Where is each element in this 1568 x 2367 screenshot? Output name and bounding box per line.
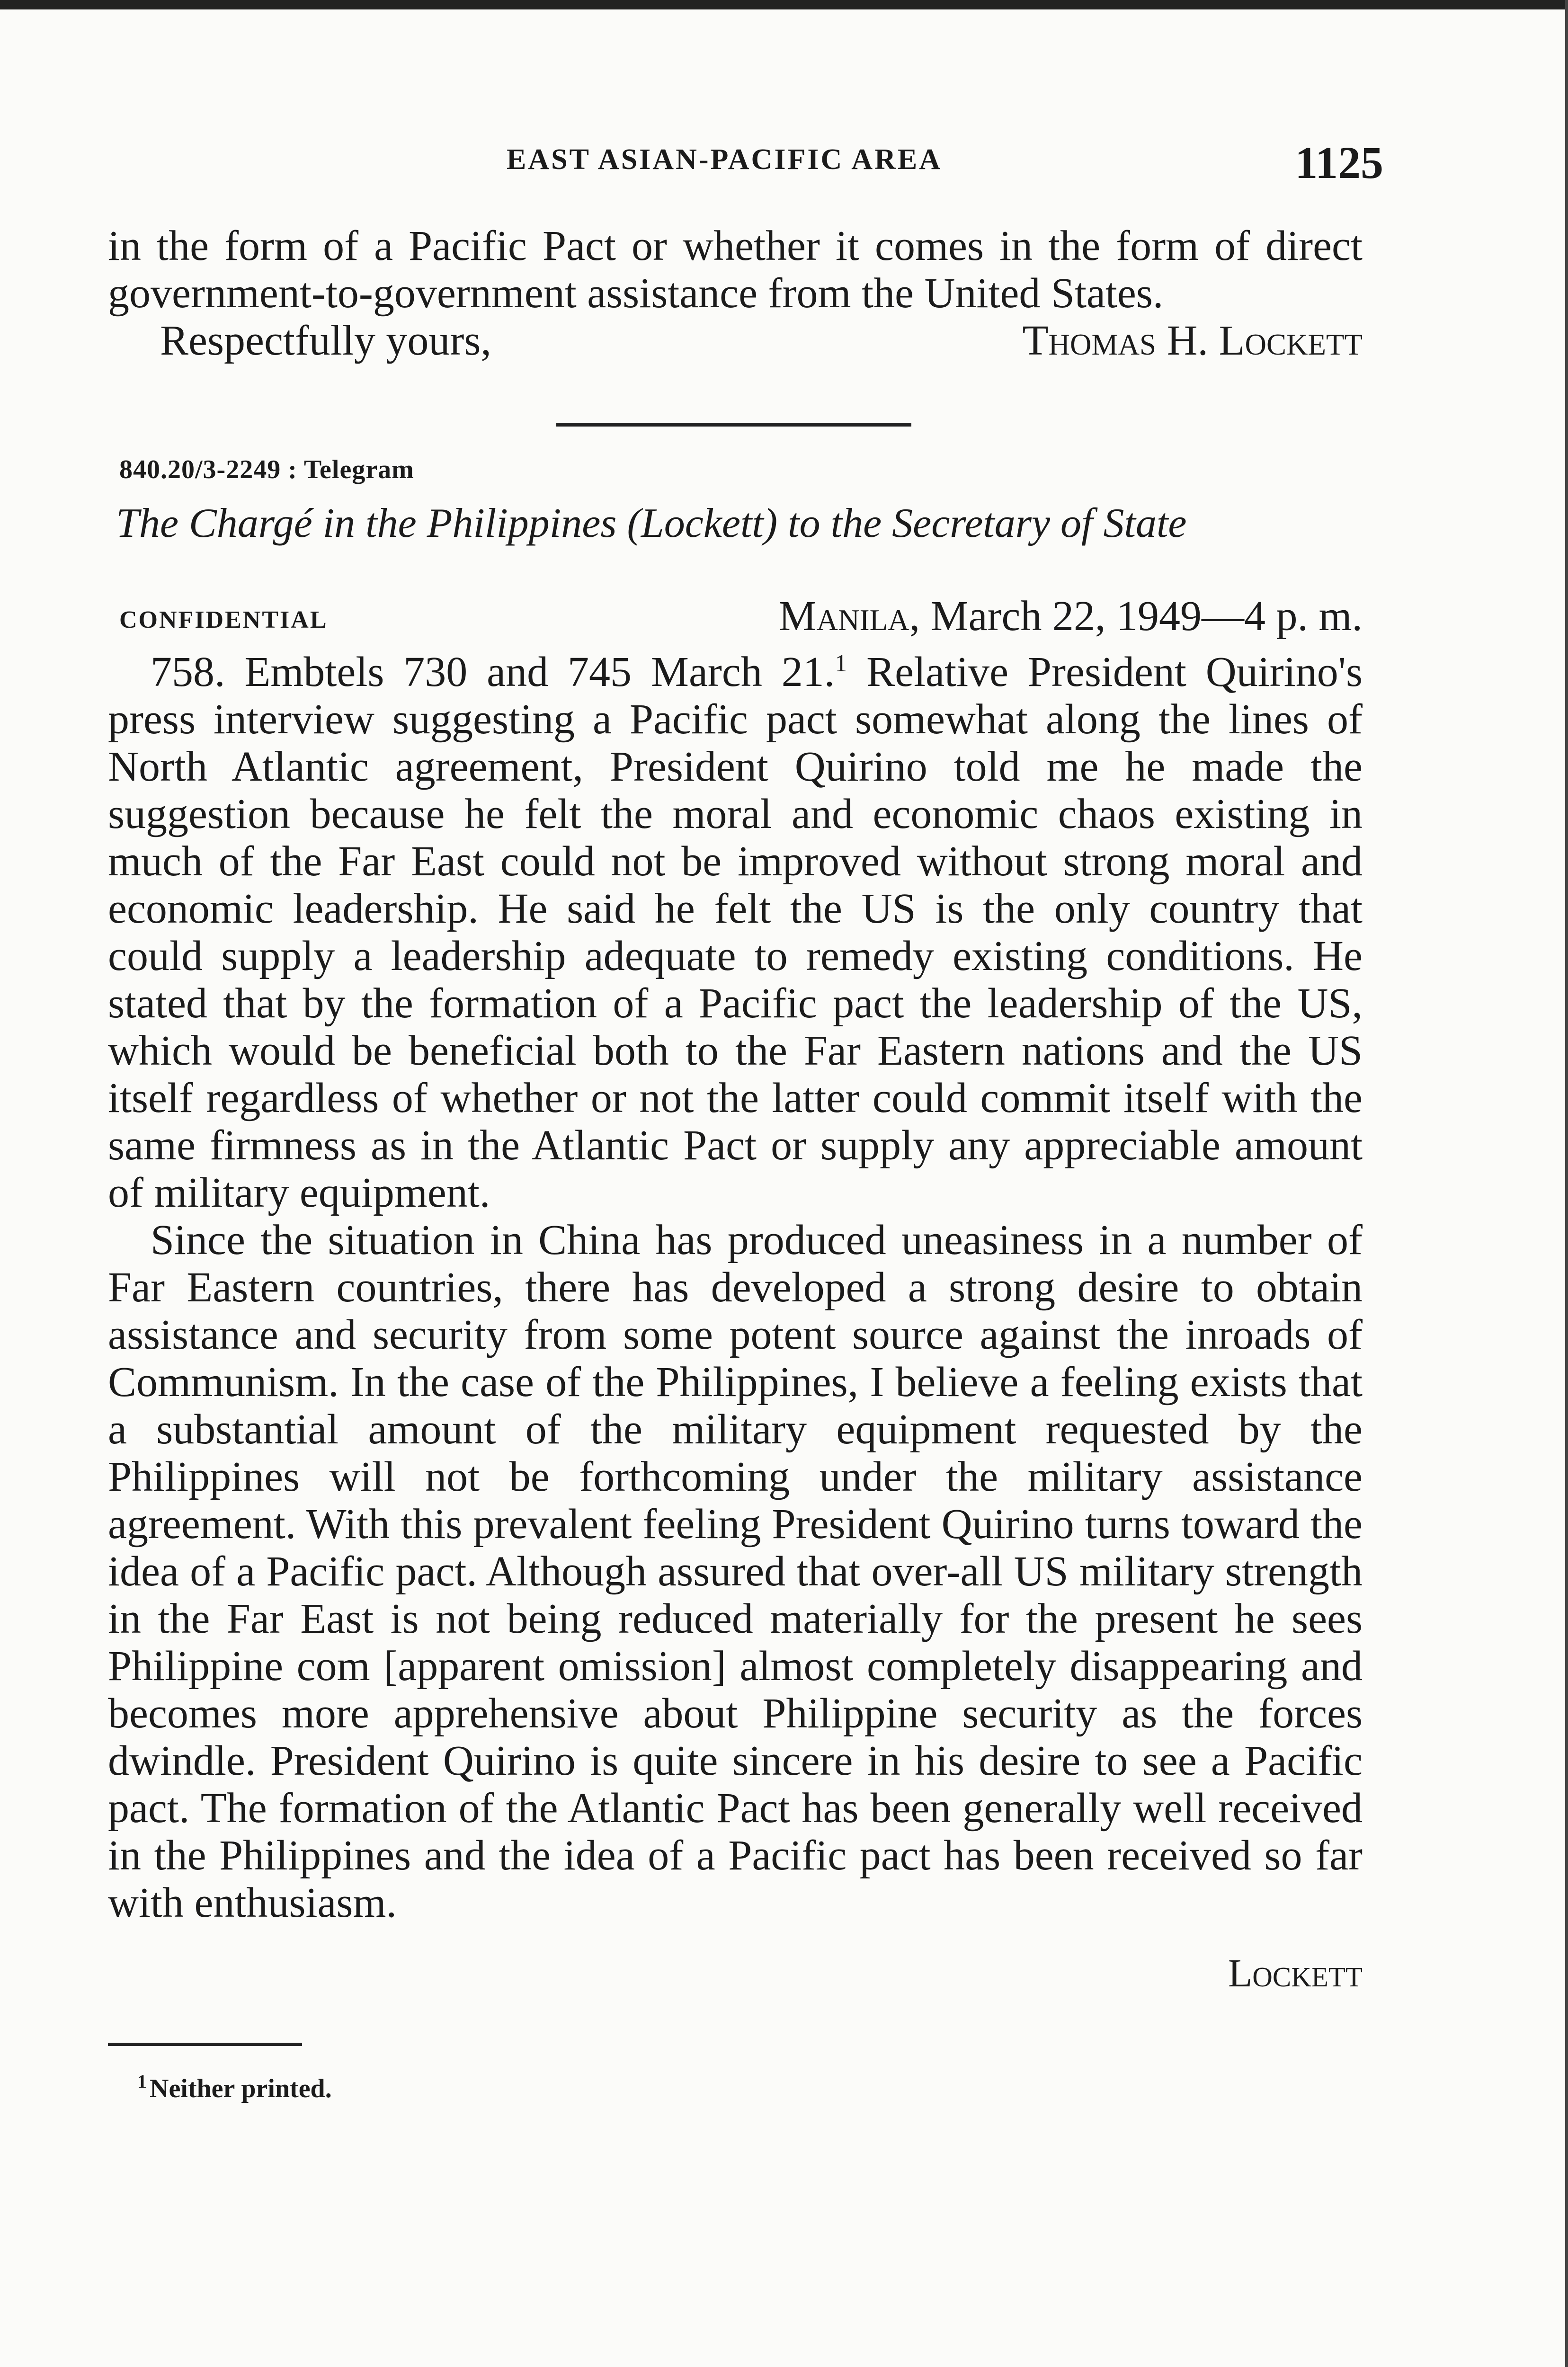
footnote [137, 2073, 332, 2104]
page-right-edge [1565, 0, 1568, 2367]
letter-closing: Respectfully yours, [160, 317, 491, 364]
page-top-edge [0, 0, 1568, 9]
dateline-place: Manila [778, 593, 909, 640]
continuation-paragraph: in the form of a Pacific Pact or whether it comes in the form of direct government-to-government assistance from the United States. [108, 222, 1363, 317]
document-heading: The Chargé in the Philippines (Lockett) to the Secretary of State [116, 500, 1187, 546]
telegram-paragraph-2: Since the situation in China has produced uneasiness in a number of Far Eastern countries, there has developed a strong desire to obtain assistance and security from some potent source against the inroads of Communism. In the case of the Philippines, I believe a feeling exists that a substantial amount of the military equipment requested by the Philippines will not be forthcoming under the military assistance agreement. With this prevalent feeling President Quirino turns toward the idea of a Pacific pact. Although assured that over-all US military strength in the Far East is not being reduced materially for the present he sees Philippine com [apparent omission] almost completely disappearing and becomes more apprehensive about Philippine security as the forces dwindle. President Quirino is quite sincere in his desire to see a Pacific pact. The formation of the Atlantic Pact has been generally well received in the Philippines and the idea of a Pacific pact has been received so far with enthusiasm. [108, 1217, 1363, 1926]
dateline-date: , March 22, 1949—4 p. m. [909, 593, 1363, 640]
footnote-marker: 1 [137, 2071, 147, 2092]
letter-signer: Thomas H. Lockett [1022, 317, 1363, 364]
document-reference: 840.20/3-2249 : Telegram [119, 455, 414, 484]
classification-label: CONFIDENTIAL [119, 606, 328, 633]
document-meta [119, 592, 1363, 639]
footnote-rule [108, 2043, 302, 2046]
telegram-paragraph-1 [108, 649, 1363, 1217]
telegram-signature: Lockett [1228, 1951, 1363, 1995]
telegram-body [108, 649, 1363, 1927]
footnote-text: Neither printed. [150, 2074, 332, 2103]
footnote-ref: 1 [835, 650, 847, 677]
running-header: EAST ASIAN-PACIFIC AREA [507, 143, 942, 176]
page-number: 1125 [1295, 137, 1383, 188]
dateline [779, 592, 1363, 641]
paragraph-1-rest: Relative President Quirino's press interview suggesting a Pacific pact somewhat along the lines of North Atlantic agreement, President Quirino told me he made the suggestion because he felt the moral and economic chaos existing in much of the Far East could not be improved without strong moral and economic leadership. He said he felt the US is the only country that could supply a leadership adequate to remedy existing conditions. He stated that by the formation of a Pacific pact the leadership of the US, which would be beneficial both to the Far Eastern nations and the US itself regardless of whether or not the latter could commit itself with the same firmness as in the Atlantic Pact or supply any appreciable amount of military equipment. [108, 649, 1363, 1216]
paragraph-1-opening: 758. Embtels 730 and 745 March 21. [151, 649, 835, 695]
section-divider [556, 423, 911, 427]
